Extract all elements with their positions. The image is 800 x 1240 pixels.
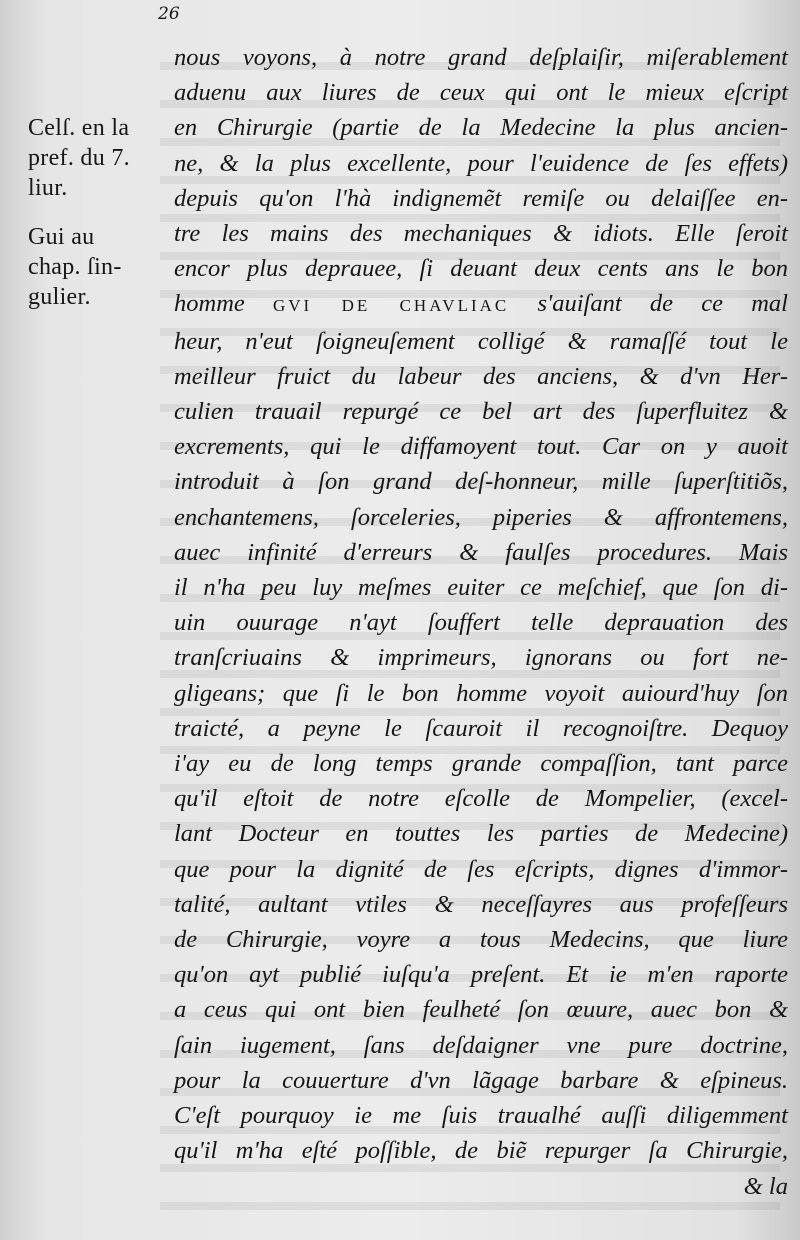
- text-line: qu'il eſtoit de notre eſcolle de Mompelier, (excel-: [174, 785, 788, 813]
- text-line: que pour la dignité de ſes eſcripts, dignes d'immor-: [174, 855, 788, 883]
- text-line: de Chirurgie, voyre a tous Medecins, que liure: [174, 926, 788, 954]
- margin-note-line: Celſ. en la: [28, 115, 130, 141]
- text-line: encor plus deprauee, ſi deuant deux cents ans le bon: [174, 255, 788, 283]
- text-line: talité, aultant vtiles & neceſſayres aus profeſſeurs: [174, 890, 788, 918]
- page-number: 26: [158, 4, 180, 24]
- text-line: en Chirurgie (partie de la Medecine la plus ancien-: [174, 114, 788, 142]
- text-line: aduenu aux liures de ceux qui ont le mieux eſcript: [174, 79, 788, 107]
- text-line: homme GVI DE CHAVLIAC s'auiſant de ce mal: [174, 290, 788, 318]
- text-line: & la: [743, 1172, 788, 1200]
- text-line: enchantemens, ſorceleries, piperies & affrontemens,: [174, 503, 788, 531]
- text-line: tre les mains des mechaniques & idiots. Elle ſeroit: [174, 220, 788, 248]
- text-line: i'ay eu de long temps grande compaſſion, tant parce: [174, 750, 788, 778]
- margin-note-line: Gui au: [28, 224, 95, 250]
- margin-note-line: gulier.: [28, 284, 91, 310]
- text-line: lant Docteur en touttes les parties de Medecine): [174, 820, 788, 848]
- text-line: a ceus qui ont bien feulheté ſon œuure, auec bon &: [174, 996, 788, 1024]
- text-line: excrements, qui le diffamoyent tout. Car on y auoit: [174, 433, 788, 461]
- text-line: depuis qu'on l'hà indignemẽt remiſe ou delaiſſee en-: [174, 184, 788, 212]
- text-line: ſain iugement, ſans deſdaigner vne pure doctrine,: [174, 1031, 788, 1059]
- text-line: traicté, a peyne le ſcauroit il recognoiſtre. Dequoy: [174, 714, 788, 742]
- text-line: culien trauail repurgé ce bel art des ſuperfluitez &: [174, 398, 788, 426]
- text-line: qu'on ayt publié iuſqu'a preſent. Et ie m'en raporte: [174, 961, 788, 989]
- small-caps-name: GVI DE CHAVLIAC: [273, 296, 510, 316]
- margin-note-celsus: [28, 113, 168, 203]
- text-line: auec infinité d'erreurs & faulſes procedures. Mais: [174, 538, 788, 566]
- margin-note-line: chap. ſin-: [28, 254, 122, 280]
- text-line: pour la couuerture d'vn lãgage barbare & eſpineus.: [174, 1066, 788, 1094]
- text-line: meilleur fruict du labeur des anciens, & d'vn Her-: [174, 362, 788, 390]
- margin-note-line: liur.: [28, 175, 68, 201]
- text-line: qu'il m'ha eſté poſſible, de biẽ repurger ſa Chirurgie,: [174, 1137, 788, 1165]
- margin-note-gui: [28, 222, 168, 312]
- text-line: il n'ha peu luy meſmes euiter ce meſchief, que ſon di-: [174, 574, 788, 602]
- text-line: uin ouurage n'ayt ſouffert telle deprauation des: [174, 609, 788, 637]
- text-line: tranſcriuains & imprimeurs, ignorans ou fort ne-: [174, 644, 788, 672]
- margin-note-line: pref. du 7.: [28, 145, 130, 171]
- text-line: heur, n'eut ſoigneuſement colligé & ramaſſé tout le: [174, 327, 788, 355]
- text-line: C'eſt pourquoy ie me ſuis traualhé auſſi diligemment: [174, 1102, 788, 1130]
- main-text-block: [174, 40, 788, 1204]
- text-line: introduit à ſon grand deſ-honneur, mille ſuperſtitiõs,: [174, 468, 788, 496]
- text-line: ne, & la plus excellente, pour l'euidence de ſes effets): [174, 149, 788, 177]
- text-line: gligeans; que ſi le bon homme voyoit auiourd'huy ſon: [174, 679, 788, 707]
- text-line: nous voyons, à notre grand deſplaiſir, miſerablement: [174, 44, 788, 71]
